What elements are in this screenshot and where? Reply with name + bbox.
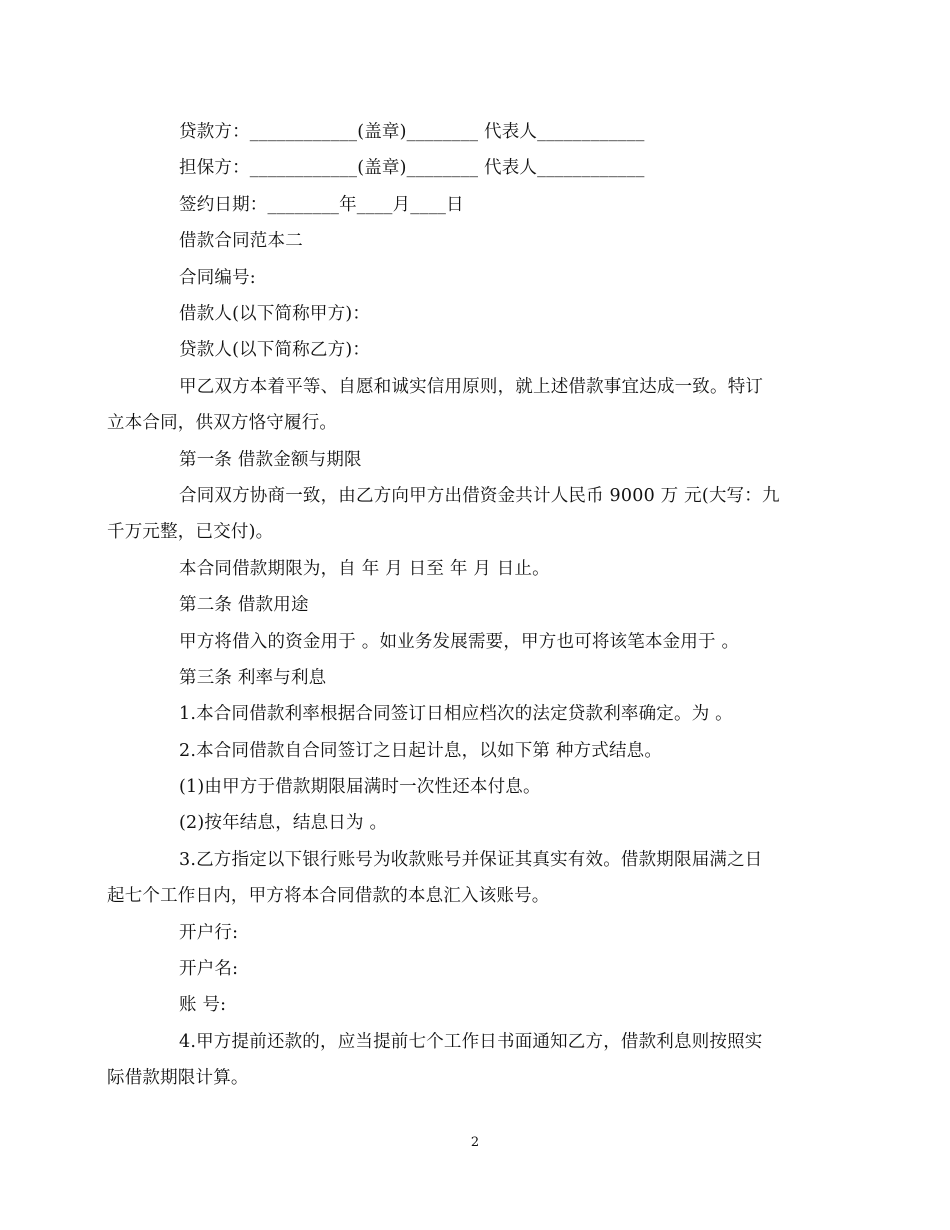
lender-signature-line: 贷款方：____________(盖章)________ 代表人____________	[179, 122, 645, 142]
article-2-title: 第二条 借款用途	[179, 595, 309, 616]
preamble-line-2: 立本合同，供双方恪守履行。	[107, 413, 338, 434]
early-repayment-line-2: 际借款期限计算。	[107, 1068, 249, 1089]
contract-title: 借款合同范本二	[179, 231, 303, 252]
preamble-paragraph	[107, 369, 805, 442]
early-repayment-paragraph	[107, 1024, 805, 1097]
rate-clause-2-option-1: (1)由甲方于借款期限届满时一次性还本付息。	[179, 777, 541, 798]
article-3-title: 第三条 利率与利息	[179, 667, 327, 688]
document-body	[107, 114, 805, 1097]
borrower-line: 借款人(以下简称甲方)：	[179, 303, 371, 324]
bank-name-line: 开户行:	[179, 922, 239, 943]
contract-number-line: 合同编号:	[179, 267, 256, 288]
loan-term-line: 本合同借款期限为，自 年 月 日至 年 月 日止。	[179, 558, 550, 579]
signing-date-line: 签约日期：________年____月____日	[179, 194, 464, 215]
guarantor-signature-line: 担保方：____________(盖章)________ 代表人____________	[179, 158, 645, 179]
early-repayment-line-1: 4.甲方提前还款的，应当提前七个工作日书面通知乙方，借款利息则按照实	[179, 1031, 763, 1052]
page-number: 2	[470, 1135, 480, 1150]
lender-line: 贷款人(以下简称乙方)：	[179, 340, 371, 361]
bank-account-line-1: 3.乙方指定以下银行账号为收款账号并保证其真实有效。借款期限届满之日	[179, 849, 763, 870]
rate-clause-2-option-2: (2)按年结息，结息日为 。	[179, 813, 388, 834]
loan-amount-paragraph	[107, 478, 805, 551]
article-1-title: 第一条 借款金额与期限	[179, 449, 362, 470]
preamble-line-1: 甲乙双方本着平等、自愿和诚实信用原则，就上述借款事宜达成一致。特订	[179, 376, 764, 397]
bank-account-paragraph	[107, 842, 805, 915]
loan-usage-line: 甲方将借入的资金用于 。如业务发展需要，甲方也可将该笔本金用于 。	[179, 631, 740, 652]
rate-clause-2: 2.本合同借款自合同签订之日起计息，以如下第 种方式结息。	[179, 740, 663, 761]
loan-amount-line-1: 合同双方协商一致，由乙方向甲方出借资金共计人民币 9000 万 元(大写：九	[179, 485, 780, 506]
account-number-line: 账 号:	[179, 995, 227, 1016]
account-name-line: 开户名:	[179, 959, 239, 980]
rate-clause-1: 1.本合同借款利率根据合同签订日相应档次的法定贷款利率确定。为 。	[179, 704, 733, 725]
loan-amount-line-2: 千万元整，已交付)。	[107, 522, 274, 543]
bank-account-line-2: 起七个工作日内，甲方将本合同借款的本息汇入该账号。	[107, 886, 550, 907]
